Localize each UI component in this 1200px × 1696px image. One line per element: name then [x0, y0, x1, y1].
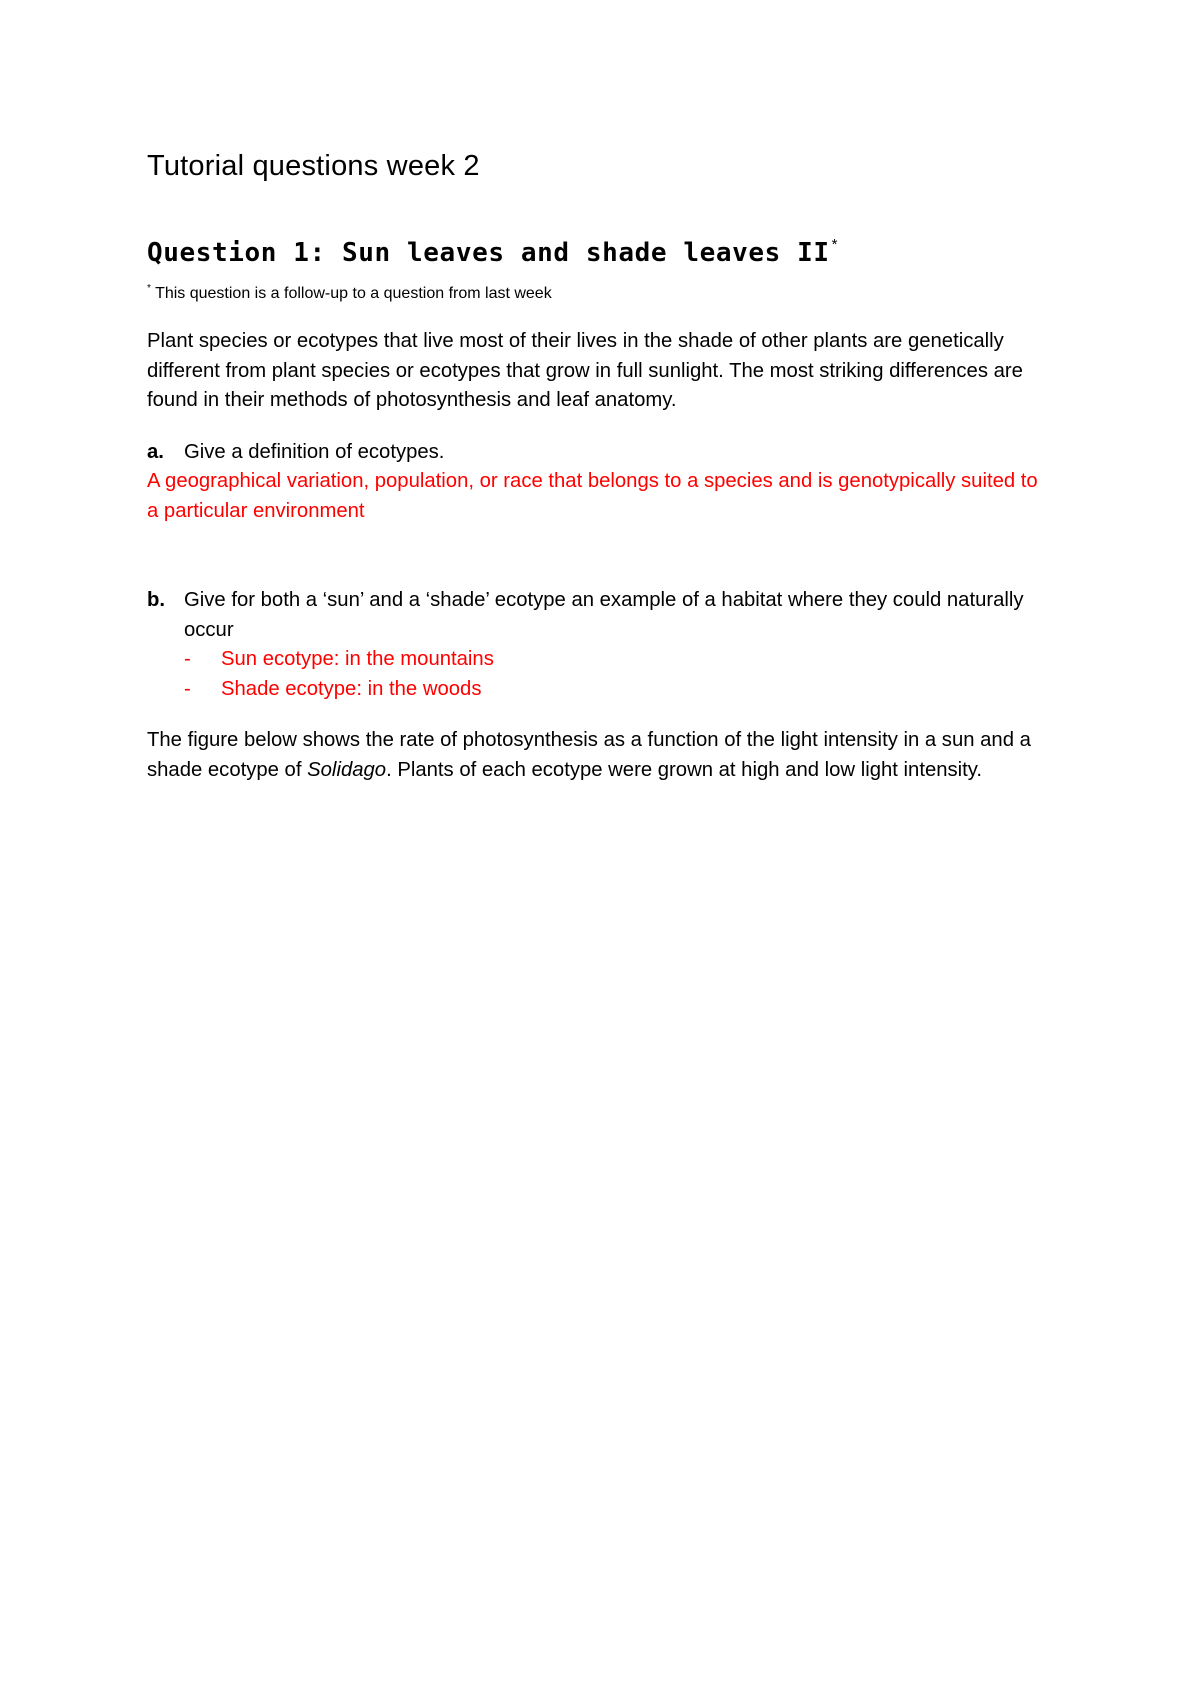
footnote-text: This question is a follow-up to a question from last week: [150, 285, 552, 302]
species-name: Solidago: [307, 758, 387, 781]
list-item: [147, 675, 1047, 705]
part-a-question-text: Give a definition of ecotypes.: [184, 440, 445, 463]
document-content: [147, 148, 1047, 785]
figure-intro-paragraph: [147, 726, 1047, 785]
figure-intro-before: The figure below shows the rate of photosynthesis as a function of the light intensity in a sun and a shade ecotype of: [147, 729, 1031, 781]
question-heading-marker: *: [831, 236, 839, 253]
intro-paragraph: Plant species or ecotypes that live most of their lives in the shade of other plants are genetically different from plant species or ecotypes that grow in full sunlight. The most striking differences are found in their methods of photosynthesis and leaf anatomy.: [147, 330, 1023, 411]
part-a-answer: A geographical variation, population, or race that belongs to a species and is genotypically suited to a particular environment: [147, 470, 1038, 522]
sun-ecotype-answer: Sun ecotype: in the mountains: [221, 648, 494, 670]
list-item: [147, 645, 1047, 675]
part-b-answer-list: [147, 645, 1047, 704]
part-a-label: a.: [147, 440, 164, 463]
question-heading: [147, 228, 1047, 270]
part-b: [147, 586, 1047, 704]
part-b-question-text: Give for both a ‘sun’ and a ‘shade’ ecotype an example of a habitat where they could naturally occur: [184, 589, 1024, 641]
shade-ecotype-answer: Shade ecotype: in the woods: [221, 677, 482, 700]
footnote-marker: *: [147, 283, 151, 294]
list-dash: -: [184, 677, 191, 700]
document-title: Tutorial questions week 2: [147, 150, 480, 182]
part-b-question: [147, 586, 1047, 645]
part-b-label: b.: [147, 589, 166, 611]
list-dash: -: [184, 648, 191, 670]
part-a: [147, 438, 1047, 527]
part-a-question: [147, 438, 1047, 468]
footnote: [147, 278, 1047, 305]
question-heading-text: Question 1: Sun leaves and shade leaves II: [147, 238, 830, 268]
figure-intro-after: . Plants of each ecotype were grown at high and low light intensity.: [386, 758, 983, 781]
